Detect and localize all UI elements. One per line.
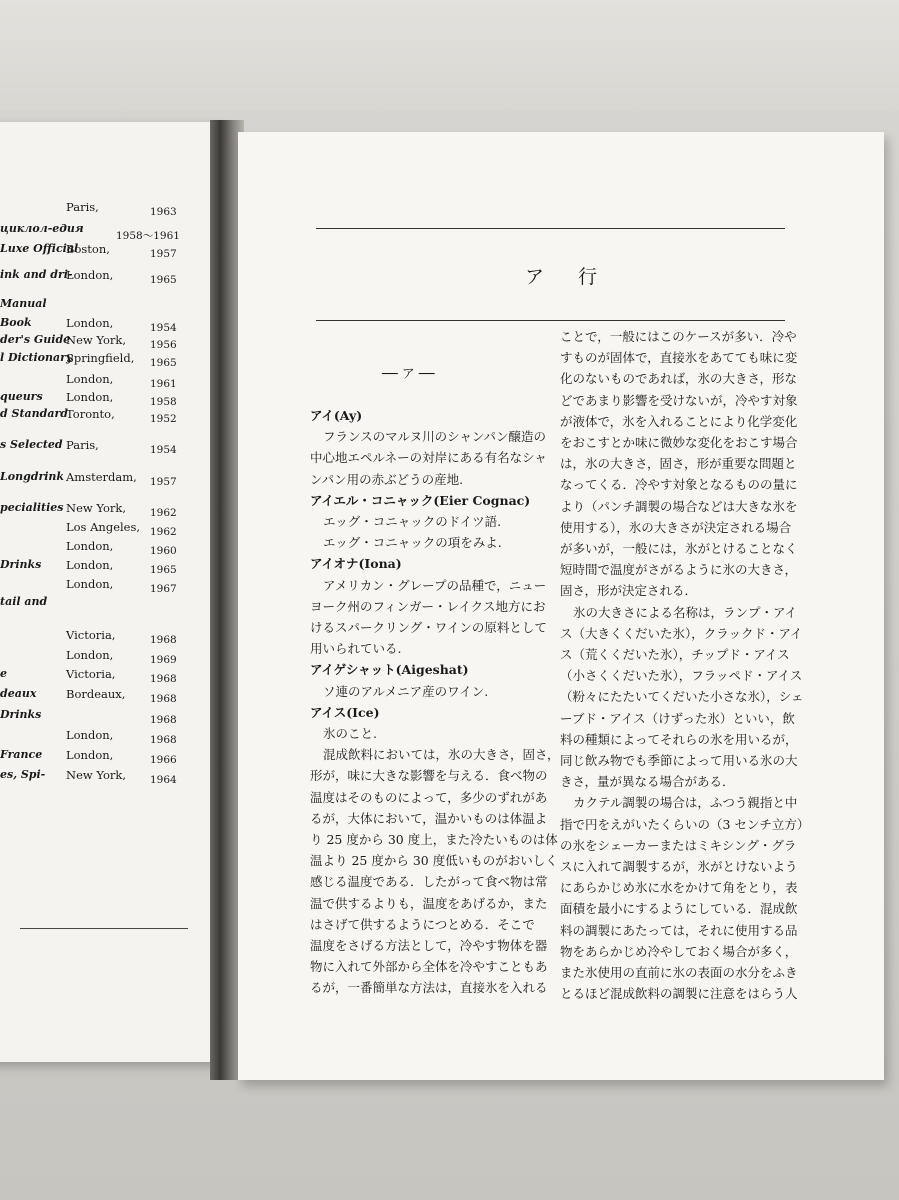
text-line: とるほど混成飲料の調製に注意をはらう人 <box>560 986 798 1002</box>
bibliography-city: Amsterdam, <box>66 470 137 484</box>
text-line: （粉々にたたいてくだいた小さな氷），シェ <box>560 689 804 705</box>
text-line: どであまり影響を受けないが，冷やす対象 <box>560 392 798 408</box>
bibliography-row <box>0 768 210 784</box>
text-line: 感じる温度である．したがって食べ物は常 <box>310 874 548 890</box>
bibliography-city: London, <box>66 577 114 591</box>
text-line: をおこすとか味に微妙な変化をおこす場合 <box>560 435 798 451</box>
bibliography-year: 1968 <box>150 673 177 685</box>
bibliography-title: e <box>0 667 7 680</box>
bibliography-row <box>0 667 210 683</box>
text-line: 面積を最小にするようにしている．混成飲 <box>560 901 798 917</box>
text-line: 氷のこと. <box>323 726 377 742</box>
text-line: 指で円をえがいたくらいの（3 センチ立方） <box>560 816 810 832</box>
bibliography-city: London, <box>66 539 114 553</box>
bibliography-city: Bordeaux, <box>66 687 126 701</box>
entry-headword: アイ(Ay) <box>310 408 363 423</box>
bibliography-city: London, <box>66 748 114 762</box>
entry-headword: アイオナ(Iona) <box>310 556 402 572</box>
bibliography-row <box>0 333 210 349</box>
bibliography-city: Toronto, <box>66 407 115 421</box>
text-line: （小さくくだいた氷），フラッペド・アイス <box>560 668 803 684</box>
left-page <box>0 122 219 1062</box>
text-line: なってくる．冷やす対象となるものの量に <box>560 477 798 493</box>
text-line: スに入れて調製するが，氷がとけないよう <box>560 859 798 875</box>
text-line: 温より 25 度から 30 度低いものがおいしく <box>310 853 558 869</box>
text-line: 混成飲料においては，氷の大きさ，固さ， <box>323 747 560 763</box>
bibliography-row <box>0 372 210 388</box>
bibliography-row <box>0 470 210 486</box>
bibliography-row <box>0 200 210 216</box>
bibliography-year: 1968 <box>150 734 177 746</box>
text-line: 短時間で温度がさがるように氷の大きさ， <box>560 562 798 578</box>
section-heading: ア 行 <box>525 266 612 288</box>
bibliography-row <box>0 648 210 664</box>
entry-headword: アイエル・コニャック(Eier Cognac) <box>310 492 531 508</box>
bibliography-title: Book <box>0 316 32 329</box>
bibliography-city: New York, <box>66 768 127 782</box>
bibliography-title: циклол-едия <box>0 222 84 235</box>
bibliography-city: Paris, <box>66 438 99 452</box>
text-line: ンパン用の赤ぶどうの産地. <box>310 471 464 487</box>
text-line: にあらかじめ氷に水をかけて角をとり，表 <box>560 880 798 896</box>
heading-rule <box>316 320 785 321</box>
bibliography-city: New York, <box>66 333 127 347</box>
bibliography-row <box>0 748 210 764</box>
text-line: フランスのマルヌ川のシャンパン醸造の <box>323 429 547 445</box>
bibliography-city: London, <box>66 728 114 742</box>
text-line: 温で供するよりも，温度をあげるか，また <box>310 895 548 911</box>
bibliography-title: der's Guide <box>0 333 71 346</box>
text-line: 物をあらかじめ冷やしておく場合が多く， <box>560 943 798 959</box>
text-line: 氷の大きさによる名称は，ランプ・アイ <box>573 604 797 620</box>
text-line: はさげて供するようにつとめる．そこで <box>310 916 535 932</box>
text-line: 用いられている. <box>310 641 402 657</box>
bibliography-year: 1966 <box>150 754 177 766</box>
bibliography-year: 1962 <box>150 526 177 538</box>
bibliography-row <box>0 351 210 367</box>
text-line: より（パンチ調製の場合などは大きな氷を <box>560 498 798 514</box>
right-text-column <box>560 326 830 1005</box>
bibliography-year: 1965 <box>150 357 177 369</box>
bibliography-city: London, <box>66 268 114 282</box>
bibliography-city: London, <box>66 372 114 386</box>
bibliography-year: 1954 <box>150 444 177 456</box>
bibliography-row <box>0 268 210 284</box>
bibliography-year: 1962 <box>150 507 177 519</box>
bibliography-title: Longdrink <box>0 470 65 483</box>
text-line: ことで，一般にはこのケースが多い．冷や <box>560 329 797 344</box>
bibliography-row <box>0 577 210 593</box>
bibliography-year: 1957 <box>150 476 177 488</box>
bibliography-year: 1965 <box>150 274 177 286</box>
bibliography-year: 1964 <box>150 774 177 786</box>
bibliography-row <box>0 390 210 406</box>
text-line: るが，一番簡単な方法は，直接氷を入れる <box>310 980 548 996</box>
bibliography-year: 1958 <box>150 396 177 408</box>
bibliography-year: 1952 <box>150 413 177 425</box>
text-line: すものが固体で，直接氷をあてても味に変 <box>560 350 798 366</box>
left-page-rule <box>20 928 188 929</box>
text-line: きさ，量が異なる場合がある． <box>560 774 735 790</box>
bibliography-year: 1969 <box>150 654 177 666</box>
bibliography-title: tail and <box>0 595 48 608</box>
text-line: の氷をシェーカーまたはミキシング・グラ <box>560 837 797 853</box>
entry-headword: アイゲシャット(Aigeshat) <box>310 662 469 678</box>
bibliography-year: 1967 <box>150 583 177 595</box>
bibliography-title: l Dictionary <box>0 351 73 364</box>
bibliography-title: Drinks <box>0 558 42 571</box>
bibliography-year: 1956 <box>150 339 177 351</box>
bibliography-title: s Selected <box>0 438 63 451</box>
text-line: 形が，味に大きな影響を与える．食べ物の <box>310 768 548 784</box>
subsection-heading: ── ア ── <box>382 367 435 382</box>
bibliography-title: es, Spi- <box>0 768 46 781</box>
bibliography-row <box>0 222 210 242</box>
background-surface <box>0 0 899 110</box>
bibliography-year: 1954 <box>150 322 177 334</box>
bibliography-city: Victoria, <box>66 667 116 681</box>
text-line: ス（荒くくだいた氷），チップド・アイス <box>560 647 790 663</box>
bibliography-title: d Standard <box>0 407 68 420</box>
text-line: けるスパークリング・ワインの原料として <box>310 620 547 636</box>
bibliography-year: 1958～1961 <box>116 230 180 242</box>
text-line: 使用する），氷の大きさが決定される場合 <box>560 519 792 535</box>
bibliography-row <box>0 728 210 744</box>
bibliography-city: New York, <box>66 501 127 515</box>
bibliography-row <box>0 407 210 423</box>
bibliography-row <box>0 708 210 724</box>
bibliography-year: 1963 <box>150 206 177 218</box>
bibliography-city: London, <box>66 390 114 404</box>
text-line: 料の調製にあたっては，それに使用する品 <box>560 922 798 938</box>
text-line: 化のないものであれば，氷の大きさ，形な <box>560 371 798 387</box>
bibliography-title: queurs <box>0 390 43 403</box>
text-line: るが，大体において，温かいものは体温よ <box>310 810 548 826</box>
text-line: は，氷の大きさ，固さ，形が重要な問題と <box>560 456 797 472</box>
bibliography-year: 1965 <box>150 564 177 576</box>
bibliography-city: Boston, <box>66 242 110 256</box>
text-line: アメリカン・グレープの品種で，ニュー <box>323 577 547 593</box>
text-line: ス（大きくくだいた氷），クラックド・アイ <box>560 625 803 641</box>
bibliography-title: Luxe Official <box>0 242 79 255</box>
bibliography-title: pecialities <box>0 501 64 514</box>
entry-headword: アイス(Ice) <box>310 704 380 720</box>
bibliography-row <box>0 501 210 517</box>
bibliography-row <box>0 316 210 332</box>
bibliography-row <box>0 628 210 644</box>
bibliography-row <box>0 438 210 454</box>
bibliography-city: Victoria, <box>66 628 116 642</box>
text-line: カクテル調製の場合は，ふつう親指と中 <box>573 795 798 811</box>
bibliography-row <box>0 558 210 574</box>
text-line: 固さ，形が決定される． <box>560 583 698 599</box>
bibliography-year: 1968 <box>150 693 177 705</box>
bibliography-row <box>0 687 210 703</box>
text-line: 温度はそのものによって，多少のずれがあ <box>310 789 548 805</box>
bibliography-city: London, <box>66 316 114 330</box>
text-line: が液体で，氷を入れることにより化学変化 <box>560 413 798 429</box>
bibliography-year: 1957 <box>150 248 177 260</box>
text-line: エッグ・コニャックの項をみよ. <box>323 535 502 551</box>
text-line: エッグ・コニャックのドイツ語. <box>323 514 502 530</box>
bibliography-row <box>0 539 210 555</box>
text-line: 物に入れて外部から全体を冷やすこともあ <box>310 959 548 975</box>
bibliography-title: Manual <box>0 297 47 310</box>
bibliography-year: 1960 <box>150 545 177 557</box>
text-line: ソ連のアルメニア産のワイン. <box>323 683 489 699</box>
bibliography-city: London, <box>66 558 114 572</box>
bibliography-year: 1961 <box>150 378 177 390</box>
bibliography-city: London, <box>66 648 114 662</box>
text-line: 料の種類によってそれらの氷を用いるが， <box>560 731 798 747</box>
text-line: 温度をさげる方法として，冷やす物体を器 <box>310 938 548 954</box>
top-rule <box>316 228 785 229</box>
left-text-column <box>310 405 560 999</box>
bibliography-title: Drinks <box>0 708 42 721</box>
text-line: が多いが，一般には，氷がとけることなく <box>560 541 798 557</box>
bibliography-city: Paris, <box>66 200 99 214</box>
bibliography-row <box>0 520 210 536</box>
text-line: ヨーク州のフィンガー・レイクス地方にお <box>310 598 546 614</box>
text-line: また氷使用の直前に氷の表面の水分をふき <box>560 965 798 981</box>
bibliography-row <box>0 297 210 313</box>
bibliography-year: 1968 <box>150 634 177 646</box>
bibliography-city: Springfield, <box>66 351 135 365</box>
bibliography-row <box>0 595 210 611</box>
bibliography-row <box>0 242 210 258</box>
bibliography-year: 1968 <box>150 714 177 726</box>
bibliography-title: France <box>0 748 43 761</box>
bibliography-title: ink and dri- <box>0 268 73 281</box>
bibliography-city: Los Angeles, <box>66 520 141 534</box>
text-line: 中心地エペルネーの対岸にある有名なシャ <box>310 450 547 466</box>
text-line: り 25 度から 30 度上，また冷たいものは体 <box>310 832 558 848</box>
bibliography-title: deaux <box>0 687 37 700</box>
text-line: 同じ飲み物でも季節によって用いる氷の大 <box>560 753 798 769</box>
text-line: ーブド・アイス（けずった氷）といい，飲 <box>560 710 795 726</box>
